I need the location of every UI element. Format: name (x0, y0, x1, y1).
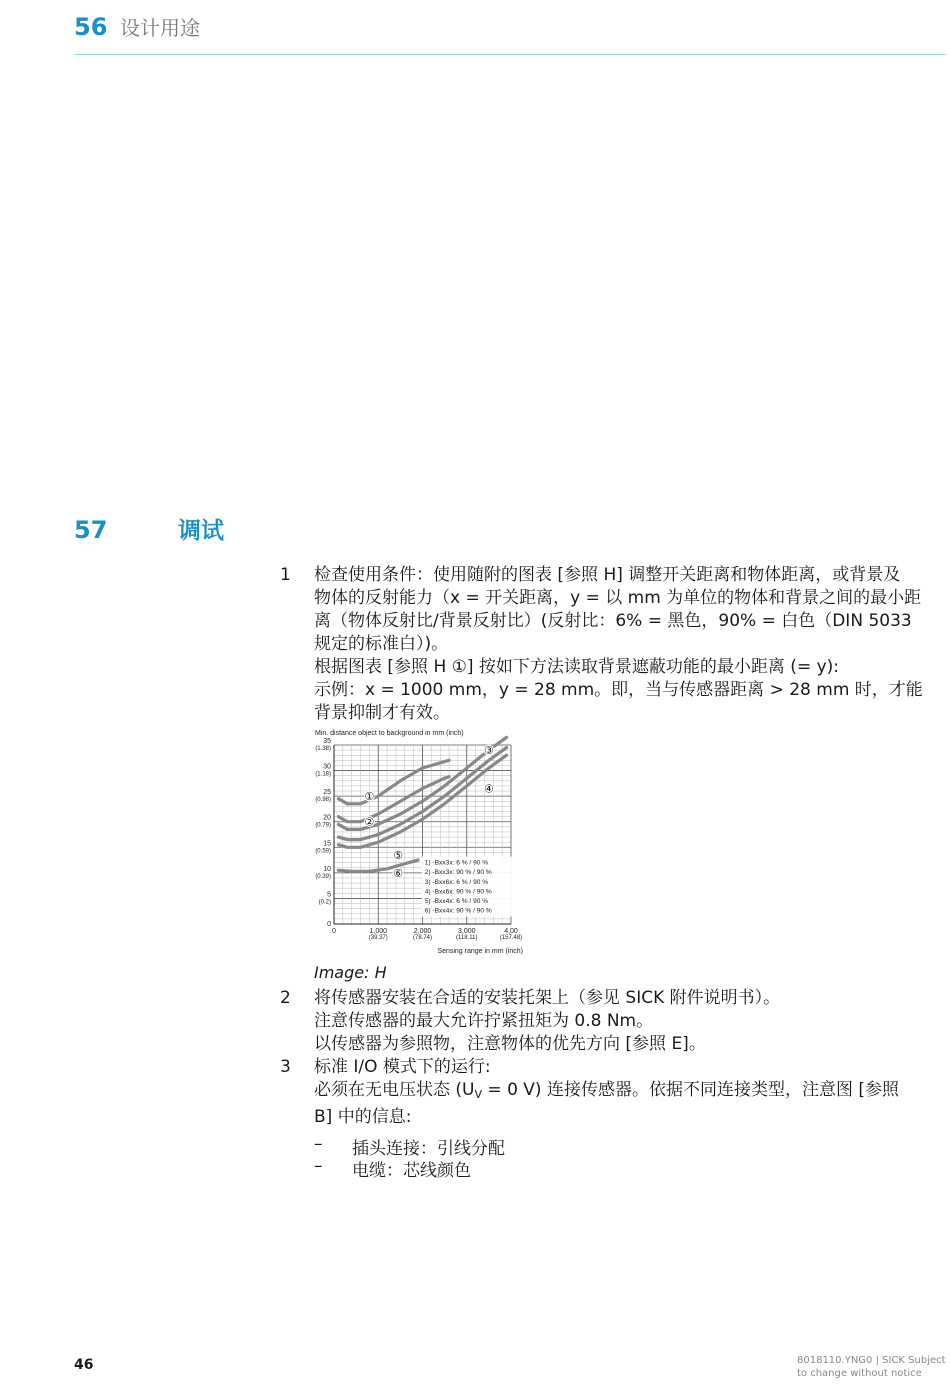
y-tick-sublabel: (1.18) (315, 771, 331, 778)
y-tick-sublabel: (0.2) (318, 899, 331, 906)
step-line: 离（物体反射比/背景反射比）(反射比：6% = 黑色，90% = 白色（DIN 5033 (314, 611, 912, 631)
x-tick-sublabel: (118.11) (456, 935, 478, 941)
x-tick-label: 0 (332, 928, 336, 935)
y-tick-label: 10 (323, 865, 331, 873)
y-tick-label: 30 (323, 763, 331, 771)
step-line: 检查使用条件：使用随附的图表 [参照 H] 调整开关距离和物体距离，或背景及 (314, 565, 901, 585)
section-number: 57 (74, 516, 108, 544)
legend-entry: 6) -Bxx4x: 90 % / 90 % (424, 907, 492, 915)
step-line: B] 中的信息: (314, 1107, 412, 1127)
step-number: 2 (280, 988, 291, 1008)
step-line: 标准 I/O 模式下的运行: (314, 1057, 491, 1077)
y-tick-label: 0 (327, 921, 331, 928)
series-marker-1: ① (364, 791, 375, 804)
step-line: 示例：x = 1000 mm，y = 28 mm。即，当与传感器距离 > 28 mm 时，才能 (314, 680, 923, 700)
step-number: 1 (280, 565, 291, 585)
footer-doc-line: 8018110.YNG0 | SICK Subject (797, 1355, 946, 1366)
y-tick-sublabel: (0.59) (315, 848, 331, 855)
series-line-1 (338, 760, 449, 804)
series-marker-3: ③ (483, 745, 494, 758)
step-line: 根据图表 [参照 H ①] 按如下方法读取背景遮蔽功能的最小距离 (= y): (314, 657, 840, 677)
chart-x-axis-title: Sensing range in mm (inch) (437, 948, 523, 955)
x-tick-label: 4,00 (504, 928, 518, 935)
x-tick-sublabel: (39.37) (368, 935, 388, 941)
step-body (314, 1056, 950, 1129)
series-marker-2: ② (364, 816, 375, 829)
step-line (314, 1079, 950, 1106)
header-section-title: 设计用途 (120, 16, 200, 40)
legend-entry: 5) -Bxx4x: 6 % / 90 % (424, 898, 489, 906)
x-tick-sublabel: (157.48) (499, 935, 523, 941)
y-tick-sublabel: (1.38) (315, 746, 331, 752)
list-dash: – (314, 1134, 323, 1154)
background-suppression-chart (308, 724, 538, 958)
step-text: = 0 V) 连接传感器。依据不同连接类型，注意图 [参照 (482, 1080, 899, 1100)
y-tick-sublabel: (0.79) (315, 822, 331, 829)
section-heading (74, 512, 224, 545)
x-tick-label: 3,000 (457, 928, 476, 935)
section-title: 调试 (178, 518, 224, 544)
header-section-number: 56 (74, 13, 108, 41)
footer-document-info (797, 1354, 946, 1380)
series-marker-5: ⑤ (393, 849, 404, 862)
series-marker-6: ⑥ (393, 867, 404, 880)
y-tick-label: 35 (323, 738, 331, 745)
step-line: 规定的标准白）)。 (314, 634, 449, 654)
list-dash: – (314, 1156, 323, 1176)
step-line: 以传感器为参照物，注意物体的优先方向 [参照 E]。 (314, 1034, 706, 1054)
image-caption: Image: H (314, 963, 387, 982)
page-number: 46 (74, 1357, 94, 1373)
x-tick-sublabel: (78.74) (412, 935, 433, 941)
step-body (314, 564, 950, 725)
y-tick-sublabel: (0.98) (315, 797, 331, 804)
x-tick-label: 1,000 (369, 928, 388, 935)
y-tick-sublabel: (0.39) (315, 873, 331, 880)
y-tick-label: 25 (323, 789, 331, 797)
y-tick-label: 5 (327, 891, 331, 899)
series-line-3 (338, 777, 449, 822)
legend-entry: 1) -Bxx3x: 6 % / 90 % (424, 859, 489, 867)
step-number: 3 (280, 1057, 291, 1077)
voltage-subscript: V (474, 1088, 483, 1101)
step-text: 必须在无电压状态 (U (314, 1080, 475, 1100)
step-body (314, 987, 950, 1056)
x-tick-label: 2,000 (413, 928, 432, 935)
legend-entry: 4) -Bxx6x: 90 % / 90 % (424, 888, 492, 896)
running-header (74, 12, 200, 41)
legend-entry: 2) -Bxx3x: 90 % / 90 % (424, 869, 492, 877)
chart-y-axis-title: Min. distance object to background in mm (inch) (315, 730, 464, 737)
series-marker-4: ④ (483, 783, 494, 796)
list-item-text: 插头连接：引线分配 (352, 1139, 505, 1159)
step-line: 将传感器安装在合适的安装托架上（参见 SICK 附件说明书）。 (314, 988, 781, 1008)
step-line: 注意传感器的最大允许拧紧扭矩为 0.8 Nm。 (314, 1011, 654, 1031)
chart-legend (422, 857, 512, 917)
header-divider (74, 54, 946, 55)
legend-entry: 3) -Bxx6x: 6 % / 90 % (424, 878, 489, 886)
y-tick-label: 15 (323, 840, 331, 848)
footer-notice-line: to change without notice (797, 1368, 922, 1379)
step-line: 物体的反射能力（x = 开关距离，y = 以 mm 为单位的物体和背景之间的最小距 (314, 588, 922, 608)
step-line: 背景抑制才有效。 (314, 703, 450, 723)
list-item-text: 电缆：芯线颜色 (352, 1161, 471, 1181)
y-tick-label: 20 (323, 814, 331, 822)
